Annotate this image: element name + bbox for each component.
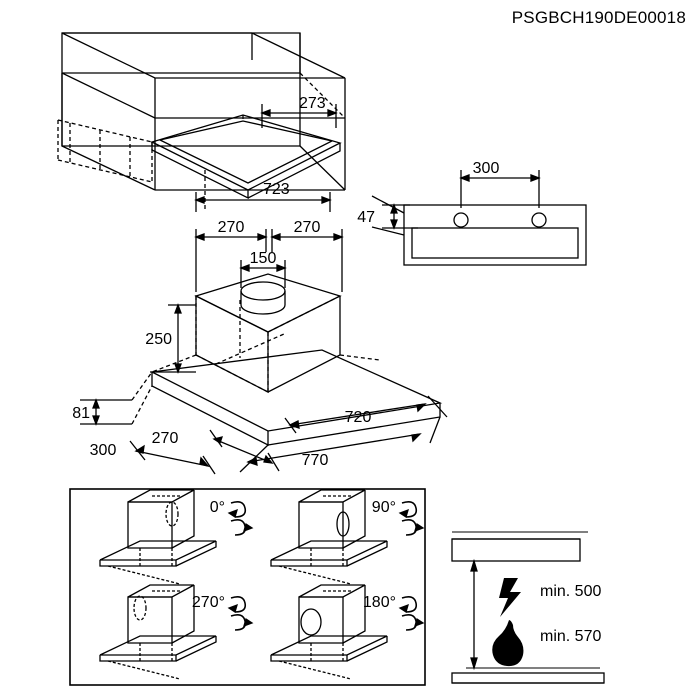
rotation-option-270 (100, 585, 252, 679)
document-code: PSGBCH190DE00018 (511, 8, 686, 27)
label-rotation-180: 180° (362, 594, 396, 611)
label-150: 150 (249, 250, 277, 267)
minimum-clearance-view (452, 532, 604, 683)
rotation-option-90 (271, 490, 423, 584)
label-273: 273 (299, 95, 326, 112)
label-270-base: 270 (151, 430, 179, 447)
label-250: 250 (145, 331, 172, 348)
label-rotation-90: 90° (371, 499, 396, 516)
dimension-270-top-right (272, 229, 342, 292)
label-rotation-0: 0° (209, 499, 225, 516)
label-270-top-left: 270 (217, 219, 245, 236)
front-panel-view (372, 170, 586, 265)
label-rotation-270: 270° (191, 594, 225, 611)
dimension-47 (382, 205, 418, 228)
rotation-option-0 (100, 490, 252, 584)
label-270-top-right: 270 (293, 219, 321, 236)
motor-rotation-options (70, 489, 425, 685)
label-min-570: min. 570 (540, 628, 602, 645)
dimension-81 (80, 372, 152, 424)
label-720: 720 (344, 409, 372, 426)
label-300-panel: 300 (472, 160, 500, 177)
flame-icon (492, 620, 523, 666)
label-min-500: min. 500 (540, 583, 602, 600)
rotation-option-180 (271, 585, 423, 679)
label-81: 81 (72, 405, 90, 422)
label-300-base: 300 (89, 442, 117, 459)
label-770: 770 (301, 452, 329, 469)
label-47: 47 (357, 209, 375, 226)
label-723: 723 (263, 181, 290, 198)
lightning-bolt-icon (499, 578, 521, 617)
